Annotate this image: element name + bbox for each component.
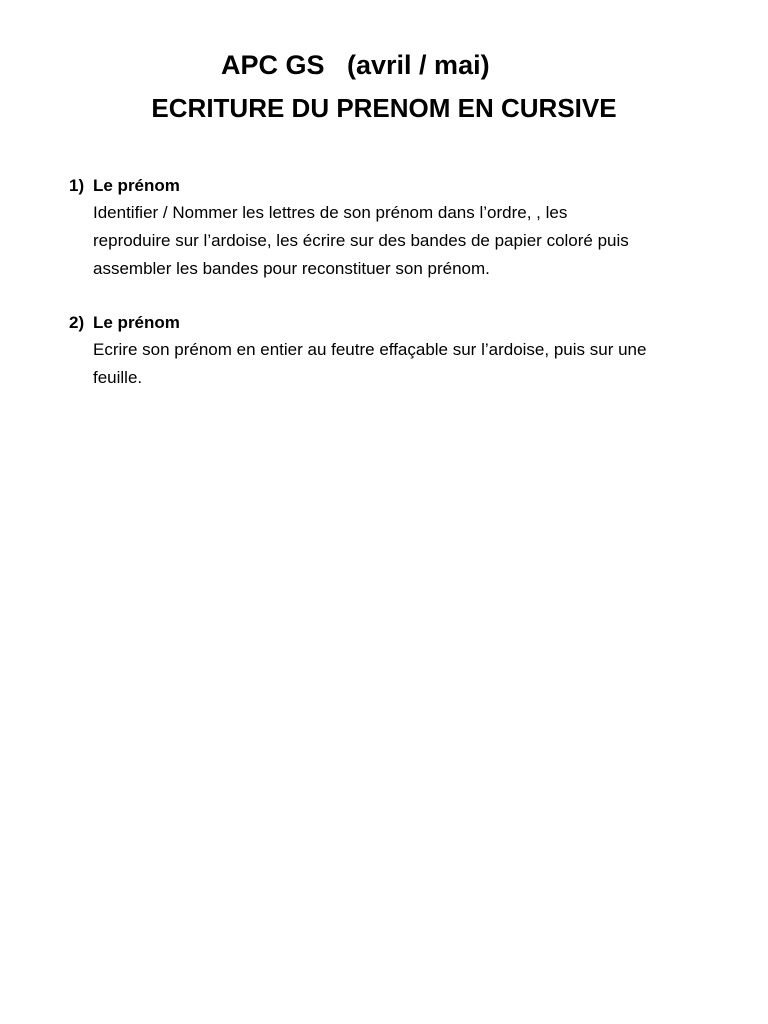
body-line: Ecrire son prénom en entier au feutre effaçable sur l’ardoise, puis sur une	[93, 340, 647, 359]
document-subtitle: ECRITURE DU PRENOM EN CURSIVE	[151, 93, 617, 123]
section-body	[93, 199, 729, 283]
section-2	[69, 309, 729, 392]
section-number: 1)	[69, 176, 85, 195]
section-1	[69, 172, 729, 283]
body-line: Identifier / Nommer les lettres de son prénom dans l’ordre, , les	[93, 203, 568, 222]
section-number: 2)	[69, 313, 85, 332]
body-line: reproduire sur l’ardoise, les écrire sur des bandes de papier coloré puis	[93, 231, 629, 250]
body-line: feuille.	[93, 368, 143, 387]
section-heading	[69, 309, 729, 336]
section-title: Le prénom	[93, 176, 180, 195]
section-body	[93, 336, 729, 392]
body-line: assembler les bandes pour reconstituer son prénom.	[93, 259, 490, 278]
document-title: APC GS (avril / mai)	[221, 50, 490, 80]
section-title: Le prénom	[93, 313, 180, 332]
section-heading	[69, 172, 729, 199]
